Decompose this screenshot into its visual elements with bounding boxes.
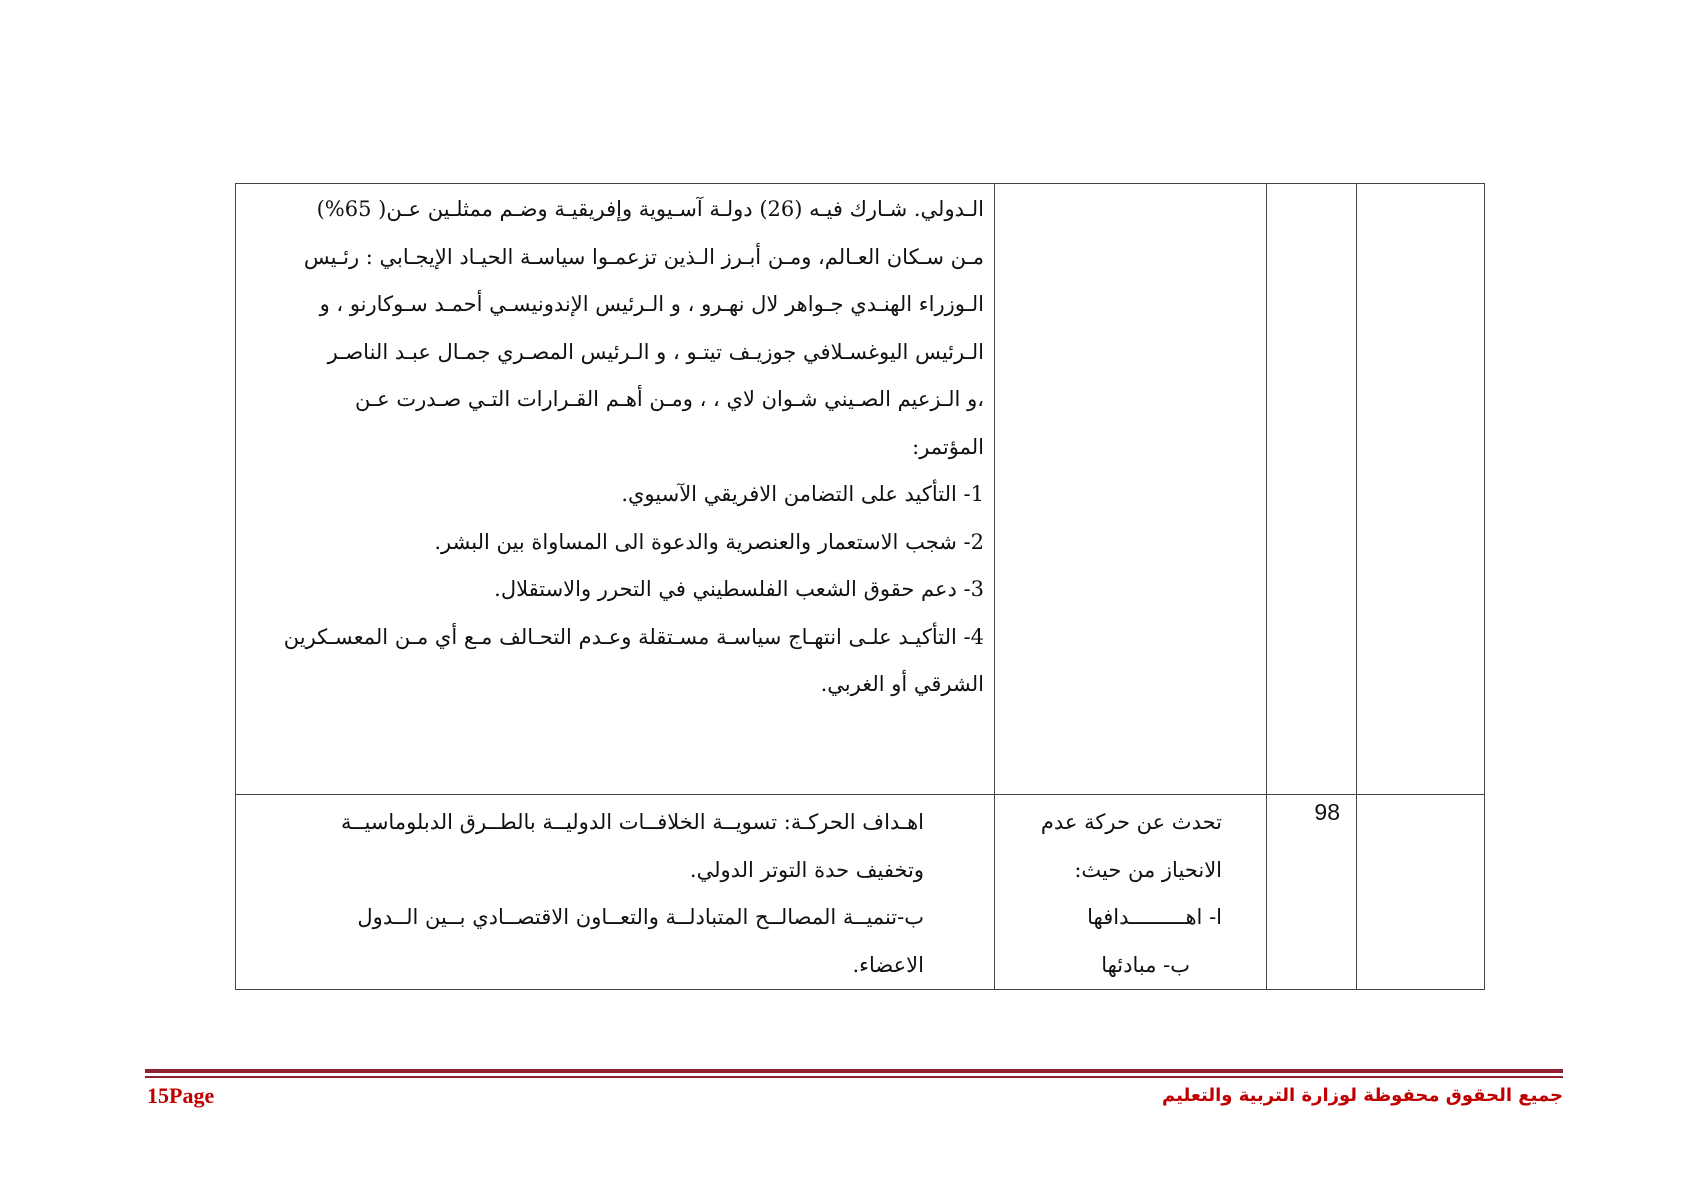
copyright-notice: جميع الحقوق محفوظة لوزارة التربية والتعليم [1162,1085,1563,1106]
page-number: 15Page [147,1083,215,1108]
answer-line: اهـداف الحركـة: تسويــة الخلافــات الدوليــة بالطــرق الدبلوماسيــة [340,810,924,834]
question-line: ب- مبادئها [1101,952,1190,977]
cell-answer [236,184,995,795]
question-line: الانحياز من حيث: [1074,857,1222,882]
paragraph-line: الـرئيس اليوغسـلافي جوزيـف تيتـو ، و الـرئيس المصـري جمـال عبـد الناصـر [327,339,984,364]
question-text [995,795,1266,989]
list-item: 1- التأكيد على التضامن الافريقي الآسيوي. [621,482,984,506]
answer-line: الاعضاء. [852,952,924,977]
paragraph-line: الـدولي. شـارك فيـه (26) دولـة آسـيوية وإفريقيـة وضـم ممثلـين عـن( 65%) [316,197,984,221]
table-row [236,184,1485,795]
table-row [236,795,1485,990]
question-line: ا- اهـــــــــدافها [1087,905,1222,929]
paragraph-line: مـن سـكان العـالم، ومـن أبـرز الـذين تزعمـوا سياسـة الحيـاد الإيجـابي : رئـيس [303,244,984,269]
cell-empty [1357,795,1485,990]
answer-text [236,795,994,989]
answer-line: ب-تنميــة المصالــح المتبادلــة والتعــاون الاقتصــادي بــين الــدول [357,905,924,929]
paragraph-line: المؤتمر: [912,434,984,459]
cell-answer [236,795,995,990]
cell-topic [995,795,1267,990]
answer-line: وتخفيف حدة التوتر الدولي. [689,857,924,882]
list-item: 4- التأكيـد علـى انتهـاج سياسـة مسـتقلة وعـدم التحـالف مـع أي مـن المعسـكرين [283,624,984,649]
question-number: 98 [1314,799,1340,825]
list-item: الشرقي أو الغربي. [820,672,984,696]
footer-rule-thin [145,1076,1563,1078]
cell-empty [1357,184,1485,795]
paragraph-line: ،و الـزعيم الصـيني شـوان لاي ، ، ومـن أهـم القـرارات التـي صـدرت عـن [355,387,984,411]
question-line: تحدث عن حركة عدم [1040,810,1222,834]
list-item: 2- شجب الاستعمار والعنصرية والدعوة الى المساواة بين البشر. [434,529,984,554]
cell-number [1267,184,1357,795]
content-table [235,183,1485,990]
paragraph-line: الـوزراء الهنـدي جـواهر لال نهـرو ، و الـرئيس الإندونيسـي أحمـد سـوكارنو ، و [319,292,984,316]
cell-topic [995,184,1267,795]
list-item: 3- دعم حقوق الشعب الفلسطيني في التحرر والاستقلال. [494,577,984,601]
footer-rule-thick [145,1069,1563,1073]
answer-text [236,184,994,709]
cell-number [1267,795,1357,990]
